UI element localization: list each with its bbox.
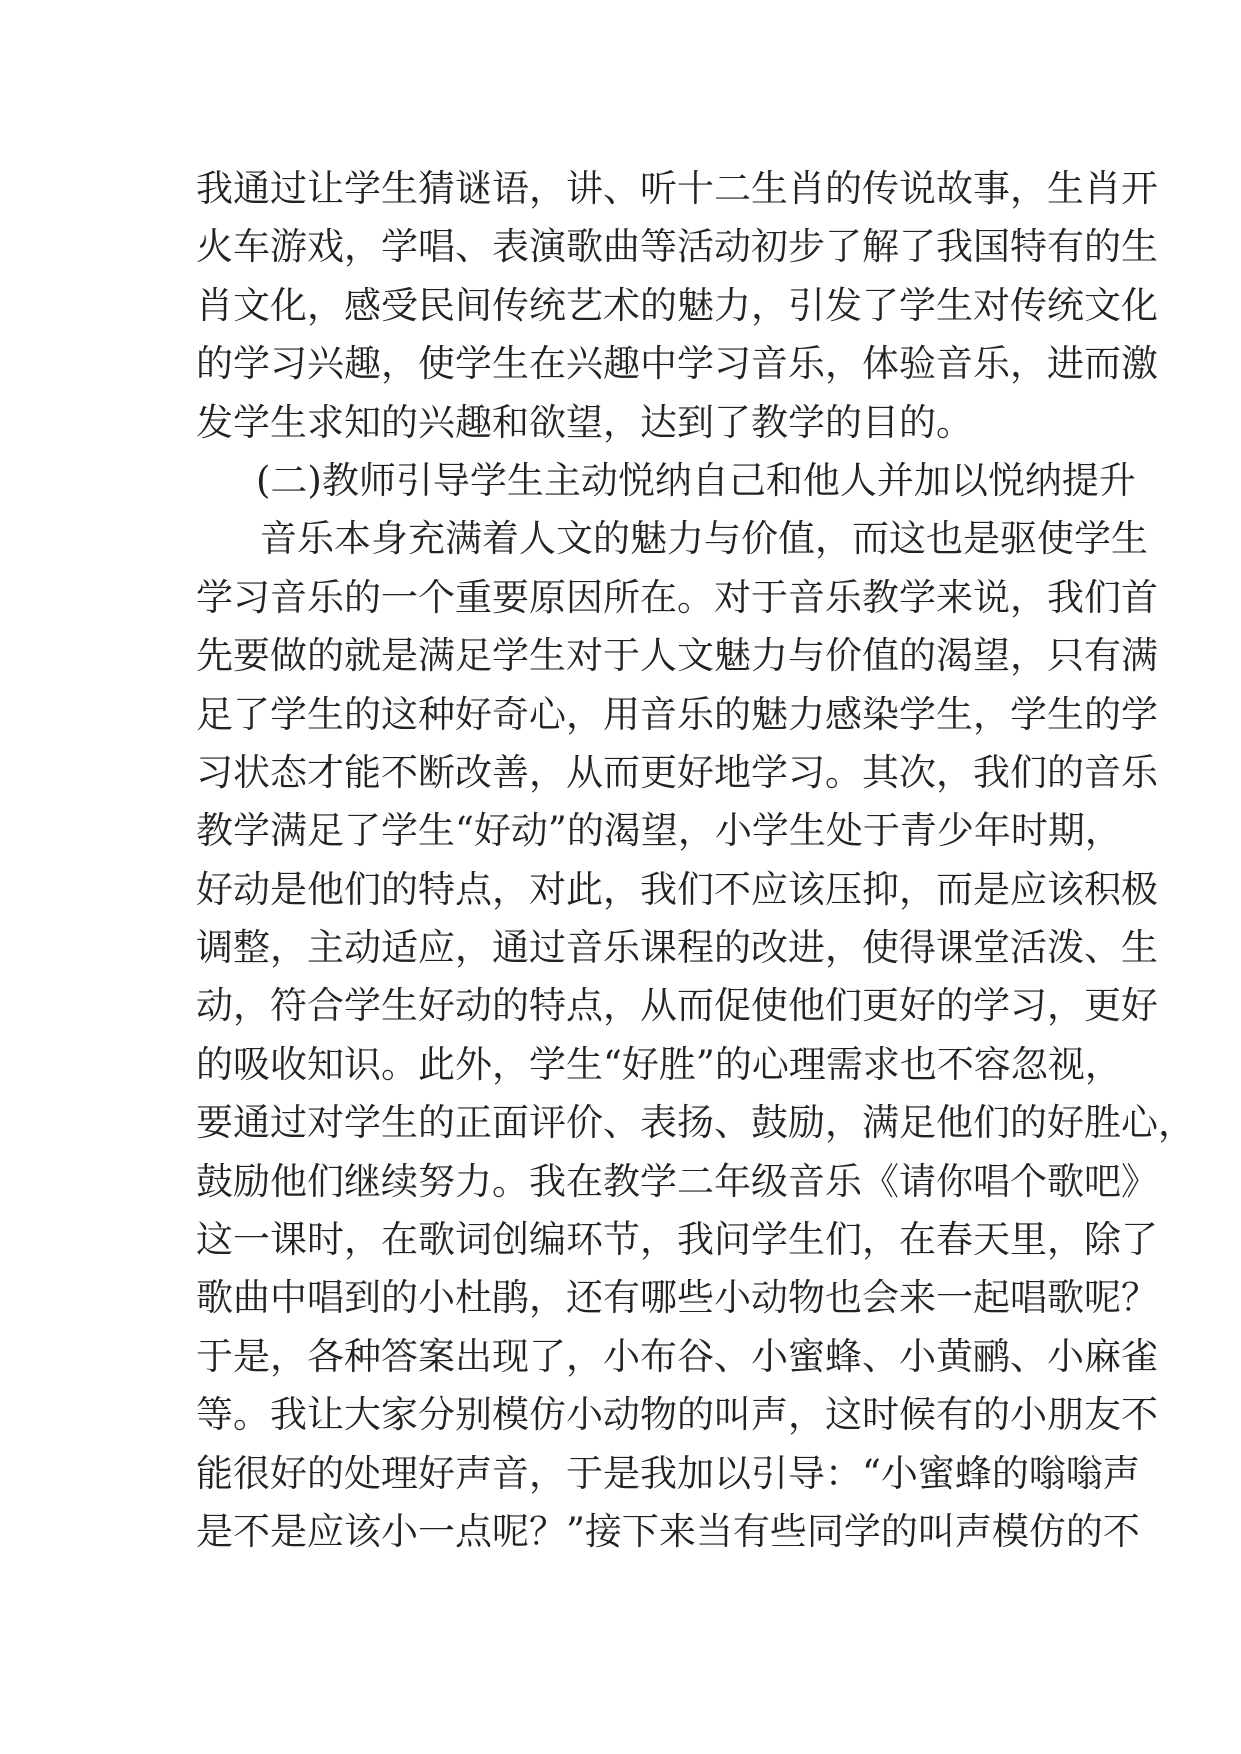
text-line: 足了学生的这种好奇心，用音乐的魅力感染学生，学生的学 [196, 692, 1158, 736]
text-line: 能很好的处理好声音，于是我加以引导：“小蜜蜂的嗡嗡声 [196, 1451, 1140, 1495]
text-line: 这一课时，在歌词创编环节，我问学生们，在春天里，除了 [196, 1218, 1158, 1262]
text-line: 等。我让大家分别模仿小动物的叫声，这时候有的小朋友不 [196, 1393, 1158, 1437]
text-line: 调整，主动适应，通过音乐课程的改进，使得课堂活泼、生 [196, 926, 1158, 970]
text-line: 肖文化，感受民间传统艺术的魅力，引发了学生对传统文化 [196, 283, 1158, 327]
section-heading: (二)教师引导学生主动悦纳自己和他人并加以悦纳提升 [256, 458, 1136, 502]
text-line: 发学生求知的兴趣和欲望，达到了教学的目的。 [196, 400, 973, 444]
text-line: 动，符合学生好动的特点，从而促使他们更好的学习，更好 [196, 984, 1158, 1028]
text-line: 歌曲中唱到的小杜鹃，还有哪些小动物也会来一起唱歌呢？ [196, 1276, 1158, 1320]
text-line: 的吸收知识。此外，学生“好胜”的心理需求也不容忽视， [196, 1042, 1122, 1086]
text-line: 好动是他们的特点，对此，我们不应该压抑，而是应该积极 [196, 867, 1158, 911]
text-line: 于是，各种答案出现了，小布谷、小蜜蜂、小黄鹂、小麻雀 [196, 1334, 1158, 1378]
text-line: 先要做的就是满足学生对于人文魅力与价值的渴望，只有满 [196, 634, 1158, 678]
text-line: 火车游戏，学唱、表演歌曲等活动初步了解了我国特有的生 [196, 225, 1158, 269]
text-line: 教学满足了学生“好动”的渴望，小学生处于青少年时期， [196, 809, 1122, 853]
text-line: 是不是应该小一点呢？”接下来当有些同学的叫声模仿的不 [196, 1509, 1140, 1553]
text-line: 学习音乐的一个重要原因所在。对于音乐教学来说，我们首 [196, 575, 1158, 619]
document-body [196, 160, 1195, 1561]
text-line: 要通过对学生的正面评价、表扬、鼓励，满足他们的好胜心， [196, 1101, 1195, 1145]
paragraph-first-line: 音乐本身充满着人文的魅力与价值，而这也是驱使学生 [260, 517, 1148, 561]
text-line: 我通过让学生猜谜语，讲、听十二生肖的传说故事，生肖开 [196, 167, 1158, 210]
text-line: 鼓励他们继续努力。我在教学二年级音乐《请你唱个歌吧》 [196, 1159, 1158, 1203]
text-line: 的学习兴趣，使学生在兴趣中学习音乐，体验音乐，进而激 [196, 342, 1158, 386]
text-line: 习状态才能不断改善，从而更好地学习。其次，我们的音乐 [196, 750, 1158, 794]
